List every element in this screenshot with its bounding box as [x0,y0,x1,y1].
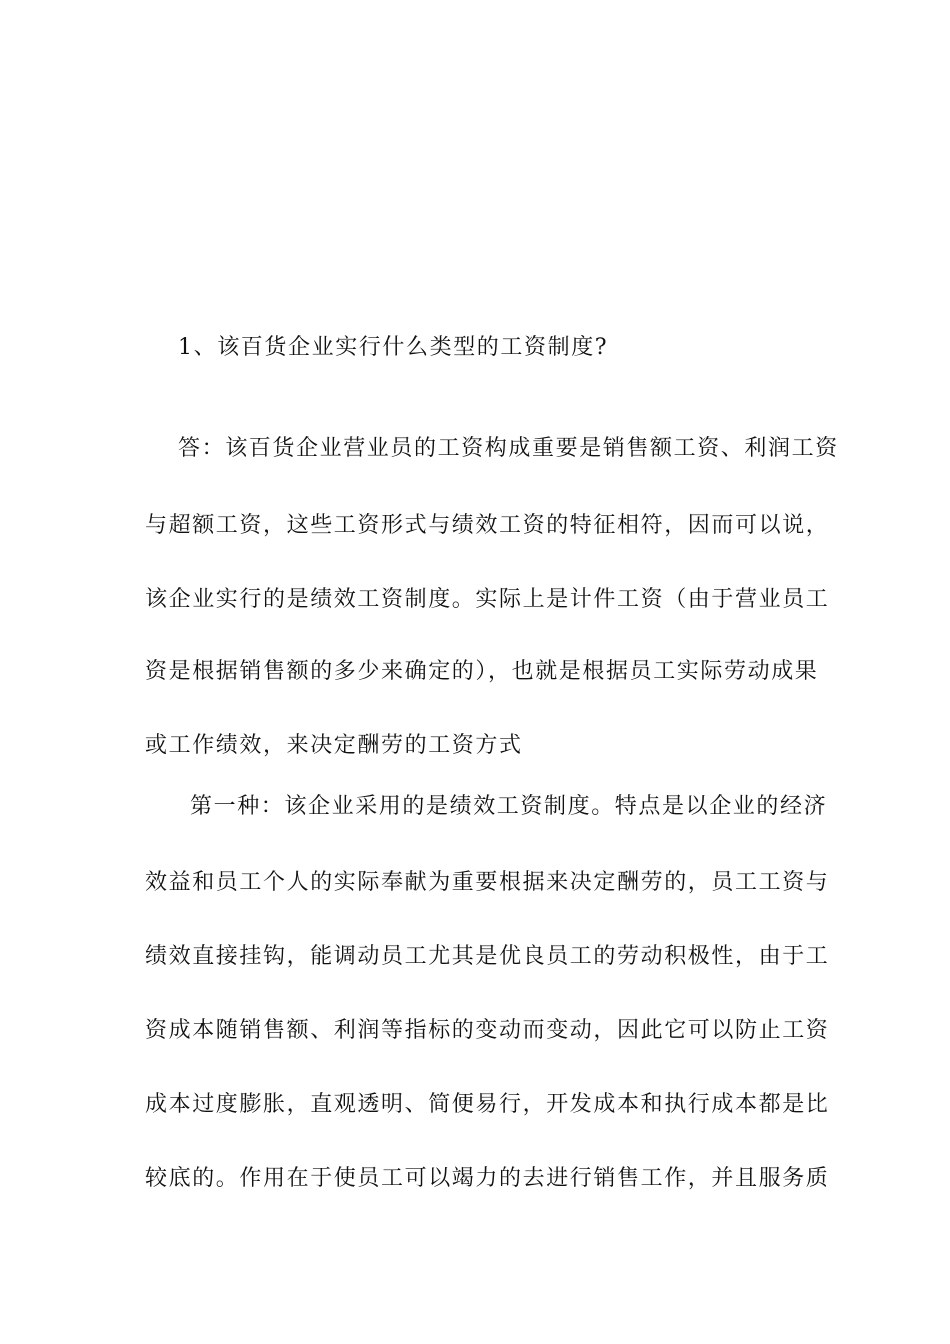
paragraph-line: 成本过度膨胀，直观透明、简便易行，开发成本和执行成本都是比 [145,1092,830,1117]
answer-line: 或工作绩效，来决定酬劳的工资方式 [145,733,523,758]
answer-line: 该企业实行的是绩效工资制度。实际上是计件工资（由于营业员工 [145,587,830,612]
paragraph-line: 效益和员工个人的实际奉献为重要根据来决定酬劳的，员工工资与 [145,870,830,895]
paragraph-line: 较底的。作用在于使员工可以竭力的去进行销售工作，并且服务质 [145,1166,830,1191]
answer-line: 资是根据销售额的多少来确定的），也就是根据员工实际劳动成果 [145,659,819,684]
answer-line: 与超额工资，这些工资形式与绩效工资的特征相符，因而可以说， [145,513,830,538]
question-heading: 1、该百货企业实行什么类型的工资制度? [178,335,609,360]
answer-line: 答：该百货企业营业员的工资构成重要是销售额工资、利润工资 [178,436,839,461]
paragraph-line: 资成本随销售额、利润等指标的变动而变动，因此它可以防止工资 [145,1018,830,1043]
paragraph-line: 第一种：该企业采用的是绩效工资制度。特点是以企业的经济 [190,794,828,819]
paragraph-line: 绩效直接挂钩，能调动员工尤其是优良员工的劳动积极性，由于工 [145,944,830,969]
